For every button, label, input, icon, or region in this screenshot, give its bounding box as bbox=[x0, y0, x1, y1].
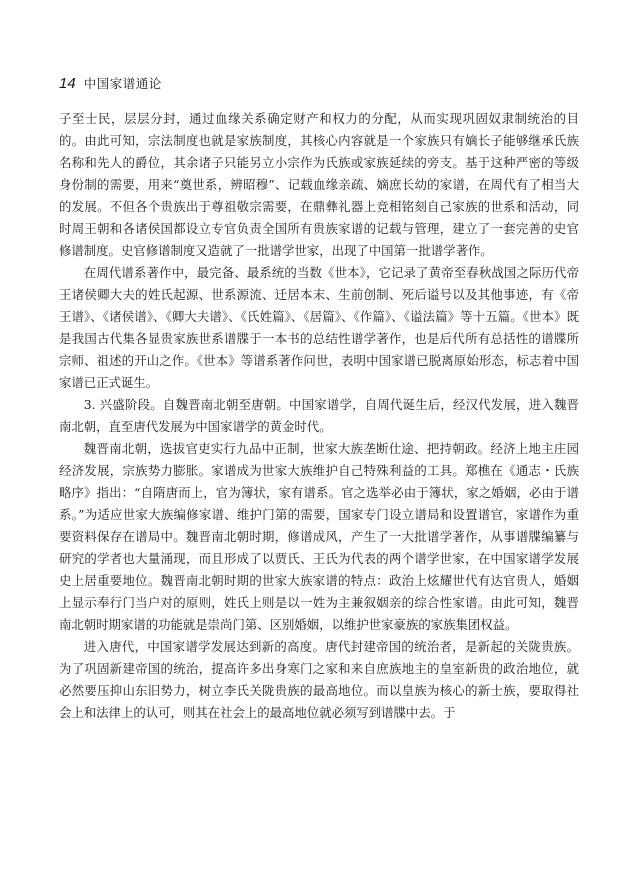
paragraph-3: 3. 兴盛阶段。自魏晋南北朝至唐朝。中国家谱学，自周代诞生后，经汉代发展，进入魏晋南北朝，直至唐代发展为中国家谱学的黄金时代。 bbox=[59, 397, 579, 434]
paragraph-5: 进入唐代，中国家谱学发展达到新的高度。唐代封建帝国的统治者，是新起的关陇贵族。为了巩固新建帝国的统治，提高许多出身寒门之家和来自庶族地主的皇室新贵的政治地位，就必然要压抑山东旧势力，树立李氏关陇贵族的最高地位。而以皇族为核心的新士族，要取得社会上和法律上的认可，则其在社会上的最高地位就必须写到谱牒中去。于 bbox=[59, 639, 579, 720]
paragraph-2: 在周代谱系著作中，最完备、最系统的当数《世本》，它记录了黄帝至春秋战国之际历代帝王诸侯卿大夫的姓氏起源、世系源流、迁居本末、生前创制、死后谥号以及其他事迹，有《帝王谱》、《诸侯谱》、《卿大夫谱》、《氏姓篇》、《居篇》、《作篇》、《谥法篇》等十五篇。《世本》既是我国古代集各显贵家族世系谱牒于一本书的总结性谱学著作，也是后代所有总括性的谱牒所宗师、祖述的开山之作。《世本》等谱系著作问世，表明中国家谱已脱离原始形态，标志着中国家谱已正式诞生。 bbox=[59, 265, 579, 390]
paragraph-4: 魏晋南北朝，选拔官吏实行九品中正制，世家大族垄断仕途、把持朝政。经济上地主庄园经济发展，宗族势力膨胀。家谱成为世家大族维护自己特殊利益的工具。郑樵在《通志・氏族略序》指出：“自隋唐而上，官为簿状，家有谱系。官之选举必由于簿状，家之婚姻，必由于谱系。”为适应世家大族编修家谱、维护门第的需要，国家专门设立谱局和设置谱官，家谱作为重要资料保存在谱局中。魏晋南北朝时期，修谱成风，产生了一大批谱学著作，从事谱牒编纂与研究的学者也大量涌现，而且形成了以贾氏、王氏为代表的两个谱学世家，在中国家谱学发展史上居重要地位。魏晋南北朝时期的世家大族家谱的特点：政治上炫耀世代有达官贵人，婚姻上显示奉行门当户对的原则，姓氏上则是以一姓为主兼叙姻亲的综合性家谱。由此可知，魏晋南北朝时期家谱的功能就是崇尚门第、区别婚姻，以维护世家豪族的家族集团权益。 bbox=[59, 441, 579, 632]
paragraph-1: 子至士民，层层分封，通过血缘关系确定财产和权力的分配，从而实现巩固奴隶制统治的目的。由此可知，宗法制度也就是家族制度，其核心内容就是一个家族只有嫡长子能够继承氏族名称和先人的爵位，其余诸子只能另立小宗作为氏族或家族延续的旁支。基于这种严密的等级身份制的需要，用来“奠世系，辨昭穆”、记载血缘亲疏、嫡庶长幼的家谱，在周代有了相当大的发展。不但各个贵族出于尊祖敬宗需要，在鼎彝礼器上竞相铭刻自己家族的世系和活动，同时周王朝和各诸侯国都设立专官负责全国所有贵族家谱的记载与管理，建立了一套完善的史官修谱制度。史官修谱制度又造就了一批谱学世家，出现了中国第一批谱学著作。 bbox=[59, 111, 579, 258]
running-header bbox=[59, 74, 579, 94]
book-title: 中国家谱通论 bbox=[83, 76, 162, 91]
page-number: 14 bbox=[59, 75, 76, 92]
body-text bbox=[59, 108, 579, 724]
